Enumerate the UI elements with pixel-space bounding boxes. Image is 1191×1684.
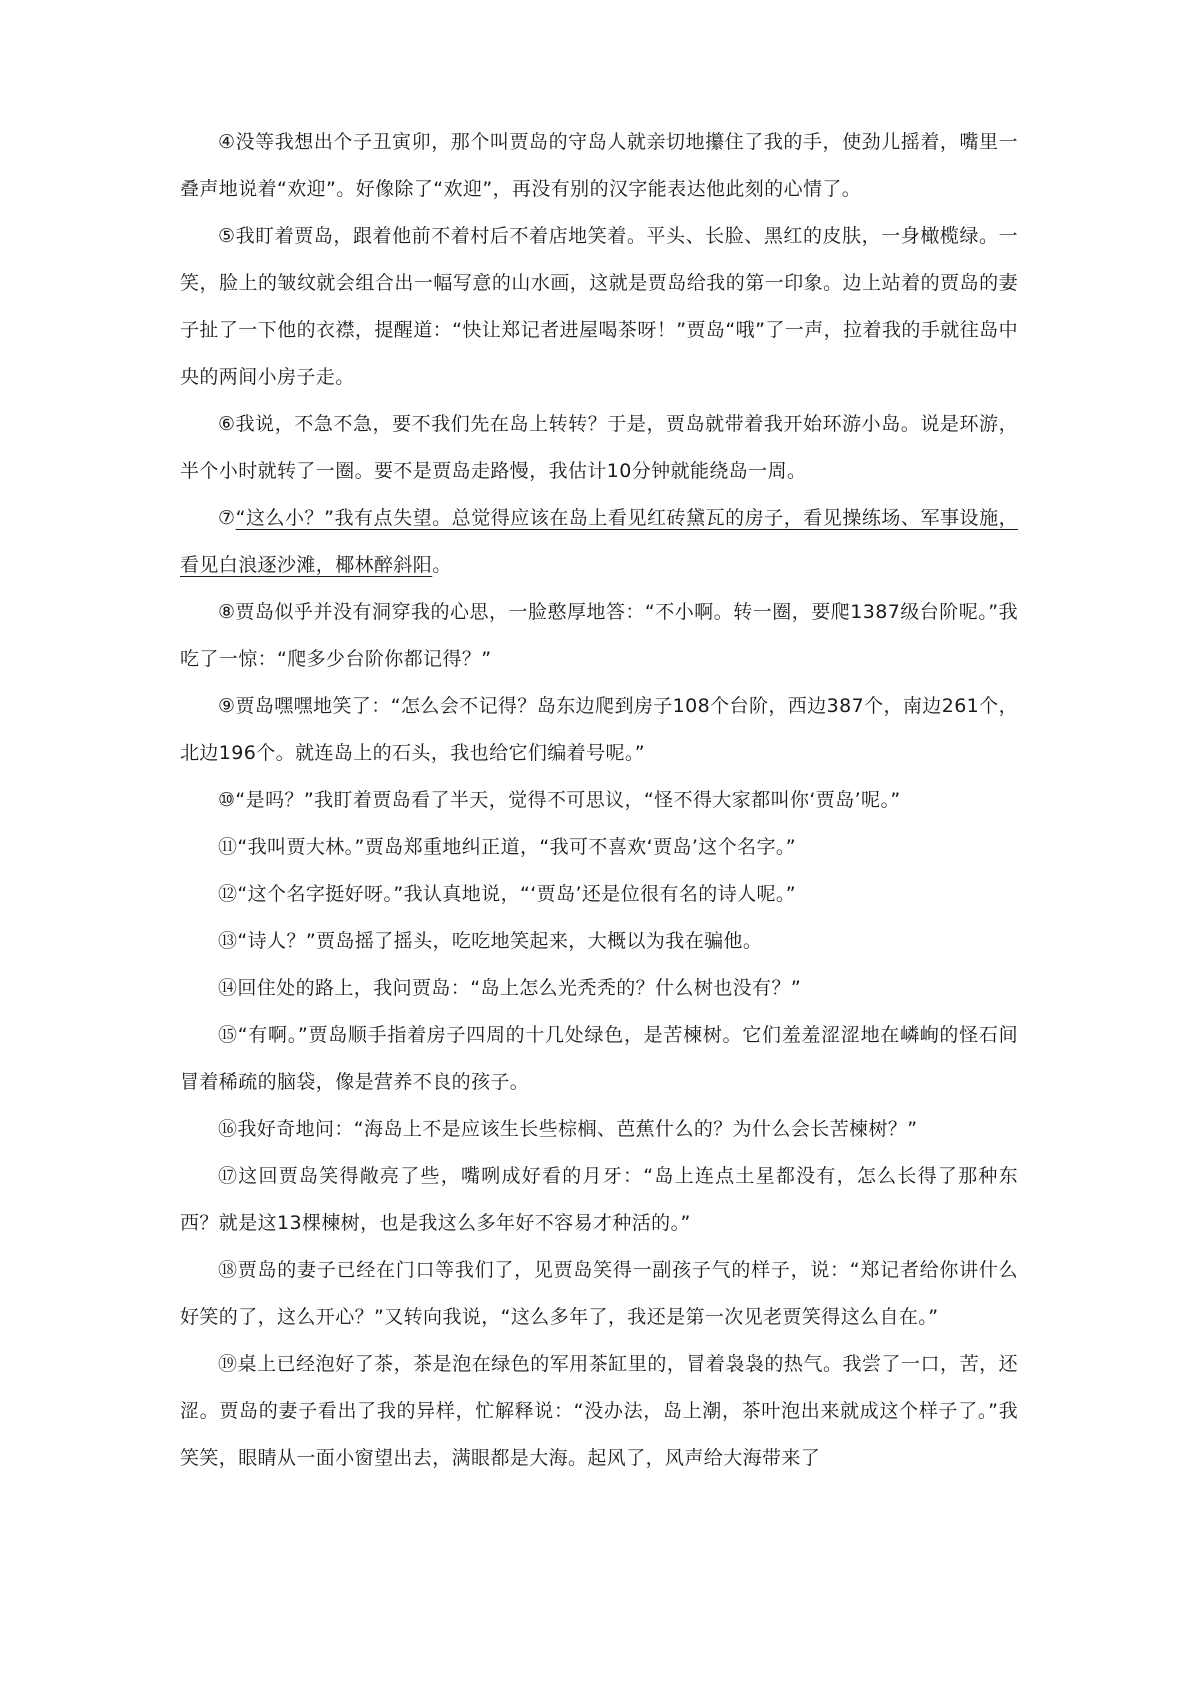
paragraph-7-period: 。 [432,554,452,576]
paragraph-15: ⑮“有啊。”贾岛顺手指着房子四周的十几处绿色，是苦楝树。它们羞羞涩涩地在嶙峋的怪石间冒着稀疏的脑袋，像是营养不良的孩子。 [180,1024,1018,1093]
paragraph-14: ⑭回住处的路上，我问贾岛：“岛上怎么光秃秃的？什么树也没有？” [218,977,802,999]
paragraph-19: ⑲桌上已经泡好了茶，茶是泡在绿色的军用茶缸里的，冒着袅袅的热气。我尝了一口，苦，还涩。贾岛的妻子看出了我的异样，忙解释说：“没办法，岛上潮，茶叶泡出来就成这个样子了。”我笑笑，眼睛从一面小窗望出去，满眼都是大海。起风了，风声给大海带来了 [180,1353,1018,1469]
paragraph-13: ⑬“诗人？”贾岛摇了摇头，吃吃地笑起来，大概以为我在骗他。 [218,930,763,952]
paragraph-16: ⑯我好奇地问：“海岛上不是应该生长些棕榈、芭蕉什么的？为什么会长苦楝树？” [218,1118,918,1140]
paragraph-8: ⑧贾岛似乎并没有洞穿我的心思，一脸憨厚地答：“不小啊。转一圈，要爬1387级台阶呢。”我吃了一惊：“爬多少台阶你都记得？” [180,601,1018,670]
paragraph-17: ⑰这回贾岛笑得敞亮了些，嘴咧成好看的月牙：“岛上连点土星都没有，怎么长得了那种东西？就是这13棵楝树，也是我这么多年好不容易才种活的。” [180,1165,1018,1234]
paragraph-9: ⑨贾岛嘿嘿地笑了：“怎么会不记得？岛东边爬到房子108个台阶，西边387个，南边261个，北边196个。就连岛上的石头，我也给它们编着号呢。” [180,695,1018,764]
paragraph-6: ⑥我说，不急不急，要不我们先在岛上转转？于是，贾岛就带着我开始环游小岛。说是环游，半个小时就转了一圈。要不是贾岛走路慢，我估计10分钟就能绕岛一周。 [180,413,1018,482]
paragraph-11: ⑪“我叫贾大林。”贾岛郑重地纠正道，“我可不喜欢‘贾岛’这个名字。” [218,836,797,858]
document-page [180,119,1018,1482]
paragraph-4: ④没等我想出个子丑寅卯，那个叫贾岛的守岛人就亲切地攥住了我的手，使劲儿摇着，嘴里一叠声地说着“欢迎”。好像除了“欢迎”，再没有别的汉字能表达他此刻的心情了。 [180,131,1018,200]
paragraph-5: ⑤我盯着贾岛，跟着他前不着村后不着店地笑着。平头、长脸、黑红的皮肤，一身橄榄绿。一笑，脸上的皱纹就会组合出一幅写意的山水画，这就是贾岛给我的第一印象。边上站着的贾岛的妻子扯了一下他的衣襟，提醒道：“快让郑记者进屋喝茶呀！”贾岛“哦”了一声，拉着我的手就往岛中央的两间小房子走。 [180,225,1018,388]
paragraph-12: ⑫“这个名字挺好呀。”我认真地说，“‘贾岛’还是位很有名的诗人呢。” [218,883,797,905]
paragraph-10: ⑩“是吗？”我盯着贾岛看了半天，觉得不可思议，“怪不得大家都叫你‘贾岛’呢。” [218,789,901,811]
paragraph-18: ⑱贾岛的妻子已经在门口等我们了，见贾岛笑得一副孩子气的样子，说：“郑记者给你讲什么好笑的了，这么开心？”又转向我说，“这么多年了，我还是第一次见老贾笑得这么自在。” [180,1259,1018,1328]
paragraph-7 [180,495,1018,589]
underlined-sentence: “这么小？”我有点失望。总觉得应该在岛上看见红砖黛瓦的房子，看见操练场、军事设施，看见白浪逐沙滩，椰林醉斜阳 [180,507,1019,576]
paragraph-7-number: ⑦ [218,507,236,529]
